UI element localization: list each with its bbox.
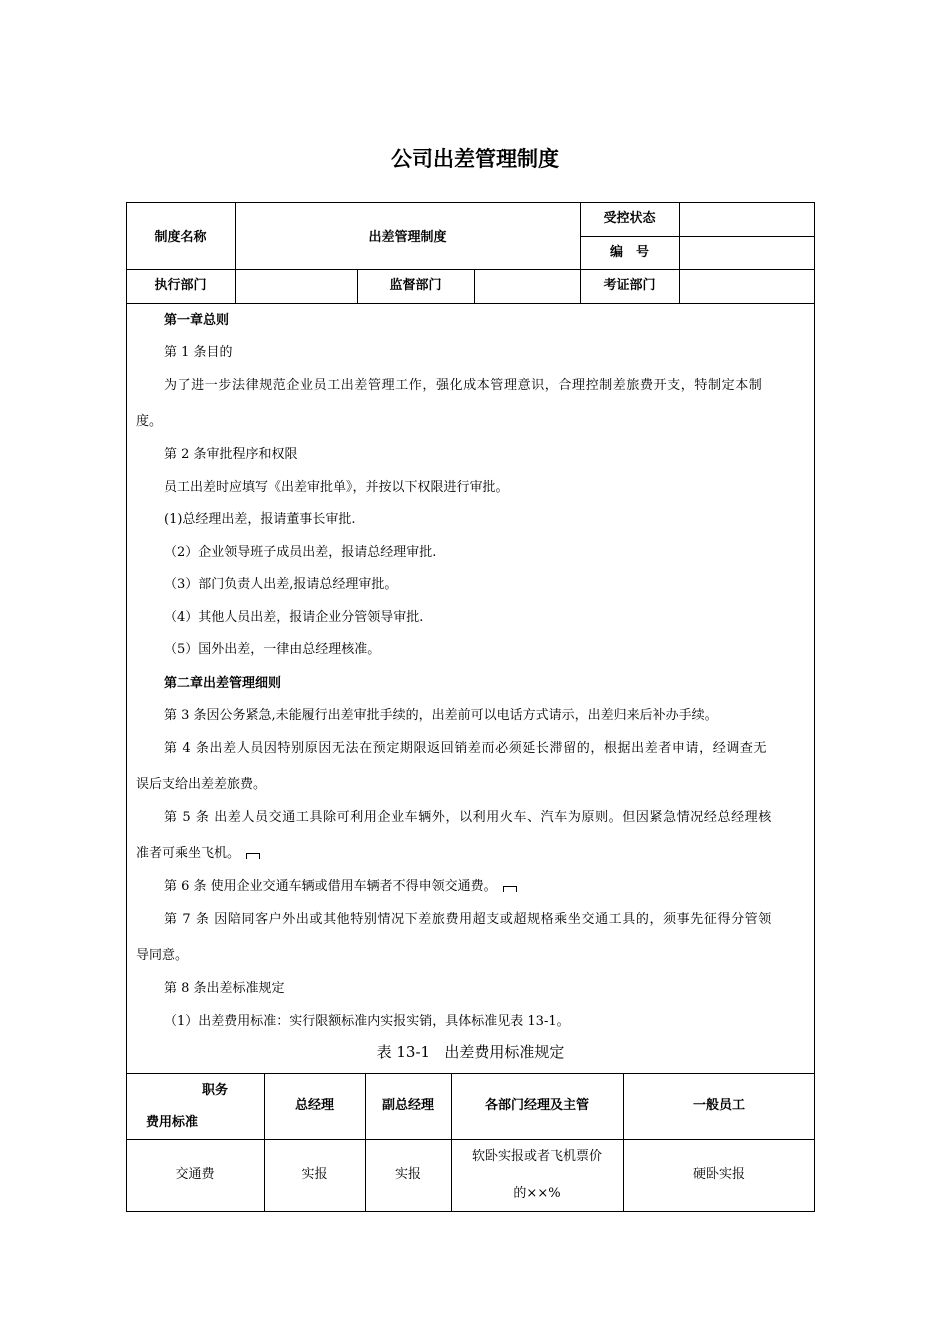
- article-title: 第 2 条审批程序和权限: [164, 447, 298, 462]
- document-title: 公司出差管理制度: [391, 147, 559, 171]
- list-item: （4）其他人员出差，报请企业分管领导审批.: [164, 610, 424, 625]
- article-text: 度。: [136, 414, 163, 429]
- article-title: 第 1 条目的: [164, 345, 233, 360]
- article-text: [164, 875, 517, 894]
- article-text-span: 准者可乘坐飞机。: [136, 846, 241, 861]
- number-value: [679, 236, 815, 269]
- number-label: 编 号: [609, 244, 649, 260]
- table-cell: 实报: [394, 1166, 421, 1182]
- chapter-heading: 第二章出差管理细则: [164, 676, 282, 691]
- list-item: （3）部门负责人出差,报请总经理审批。: [164, 577, 398, 592]
- article-text: 误后支给出差差旅费。: [136, 777, 267, 792]
- article-text: 员工出差时应填写《出差审批单》，并按以下权限进行审批。: [164, 480, 509, 495]
- controlled-status-value: [679, 202, 815, 236]
- corner-header-top: 职务: [202, 1083, 229, 1098]
- article-text: 第 5 条 出差人员交通工具除可利用企业车辆外，以利用火车、汽车为原则。但因紧急情况经总经理核: [164, 810, 772, 825]
- controlled-status-label: 受控状态: [603, 210, 656, 226]
- article-text-span: 第 6 条 使用企业交通车辆或借用车辆者不得申领交通费。: [164, 879, 497, 894]
- policy-name-value: 出差管理制度: [368, 230, 447, 245]
- article-text: [136, 842, 260, 861]
- list-item: （5）国外出差，一律由总经理核准。: [164, 642, 381, 657]
- table-caption: 表 13-1 出差费用标准规定: [376, 1043, 565, 1061]
- header-divider: [126, 303, 815, 304]
- table-cell-line: 的××%: [513, 1186, 561, 1201]
- article-text: 第 4 条出差人员因特别原因无法在预定期限返回销差而必须延长滞留的，根据出差者申请，经调查无: [164, 741, 768, 756]
- list-item: (1)总经理出差，报请董事长审批.: [164, 512, 356, 527]
- chapter-heading: 第一章总则: [164, 313, 230, 328]
- table-cell: 实报: [301, 1166, 328, 1182]
- column-header: 一般员工: [692, 1097, 745, 1113]
- exec-dept-label: 执行部门: [154, 277, 207, 293]
- table-cell: 硬卧实报: [692, 1166, 745, 1182]
- list-item: （2）企业领导班子成员出差，报请总经理审批.: [164, 545, 437, 560]
- table-cell-line: 软卧实报或者飞机票价: [471, 1149, 602, 1164]
- edit-mark-icon: [246, 853, 260, 859]
- article-text: 为了进一步法律规范企业员工出差管理工作，强化成本管理意识，合理控制差旅费开支，特制定本制: [164, 378, 763, 393]
- supervise-dept-label: 监督部门: [389, 277, 442, 293]
- article-text: 导同意。: [136, 948, 189, 963]
- policy-name-label: 制度名称: [154, 230, 207, 245]
- verify-dept-value: [679, 269, 815, 303]
- column-header: 副总经理: [381, 1097, 434, 1113]
- list-item: （1）出差费用标准：实行限额标准内实报实销，具体标准见表 13-1。: [164, 1014, 570, 1029]
- verify-dept-label: 考证部门: [603, 277, 656, 293]
- supervise-dept-value: [474, 269, 580, 303]
- column-header: 各部门经理及主管: [484, 1097, 589, 1113]
- article-text: 第 3 条因公务紧急,未能履行出差审批手续的，出差前可以电话方式请示，出差归来后补办手续。: [164, 708, 718, 723]
- column-header: 总经理: [294, 1097, 334, 1113]
- row-label: 交通费: [175, 1166, 215, 1182]
- edit-mark-icon: [503, 886, 517, 892]
- article-title: 第 8 条出差标准规定: [164, 981, 285, 996]
- exec-dept-value: [235, 269, 357, 303]
- corner-header-bottom: 费用标准: [146, 1115, 199, 1130]
- article-text: 第 7 条 因陪同客户外出或其他特别情况下差旅费用超支或超规格乘坐交通工具的，须事先征得分管领: [164, 912, 772, 927]
